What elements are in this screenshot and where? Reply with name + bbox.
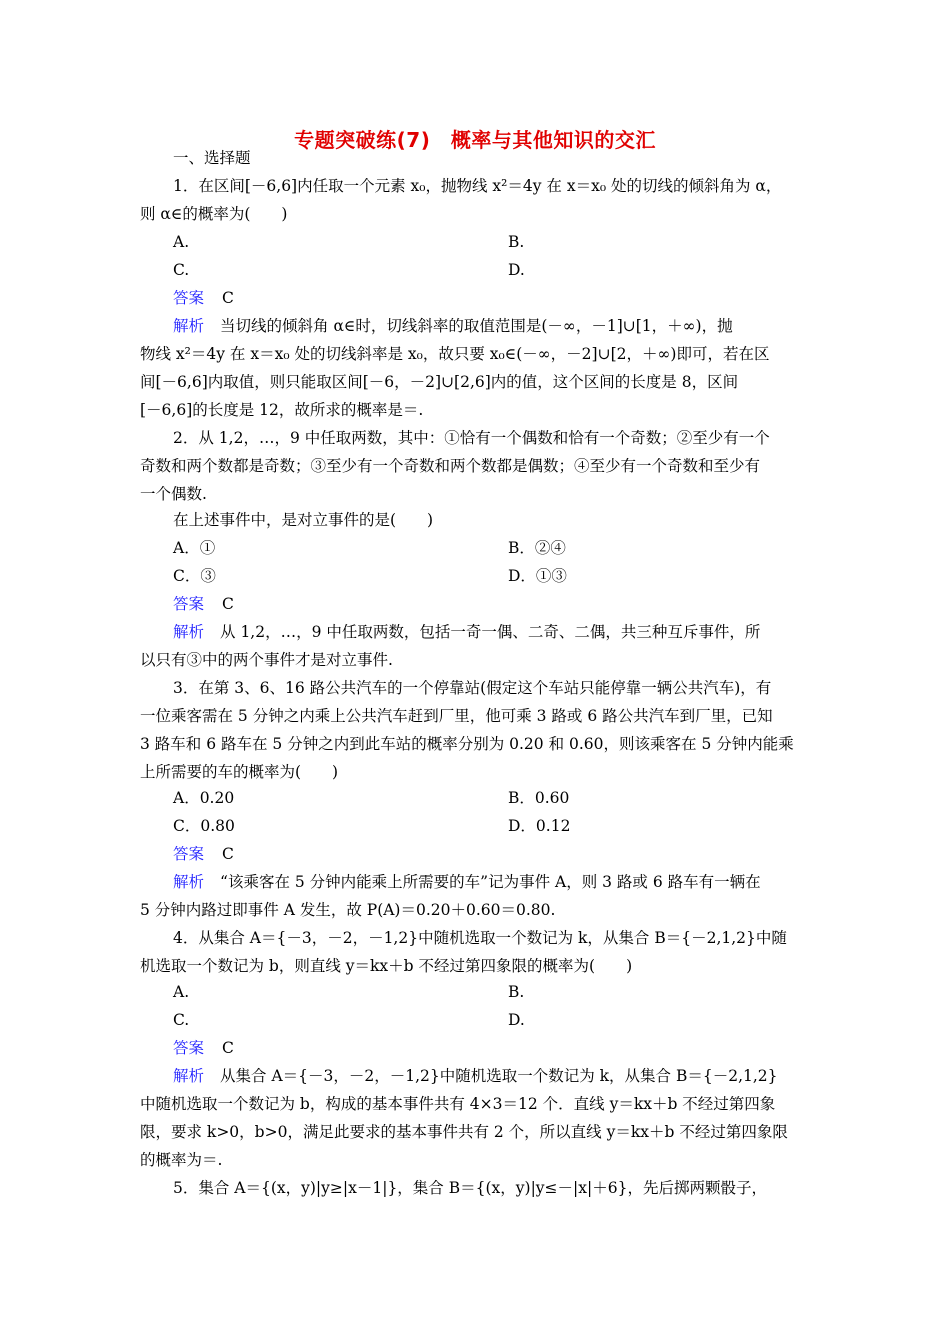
q4-analysis-line-4: 的概率为＝.	[140, 1151, 223, 1169]
answer-label: 答案	[173, 1039, 205, 1057]
q3-option-a: A．0.20	[173, 789, 235, 807]
answer-value: C	[222, 595, 234, 613]
analysis-text: 从集合 A＝{－3，－2，－1,2}中随机选取一个数记为 k，从集合 B＝{－2,1,2}	[220, 1067, 778, 1085]
q3-option-d: D．0.12	[508, 817, 571, 835]
answer-value: C	[222, 289, 234, 307]
q1-stem-line-1: 1．在区间[－6,6]内任取一个元素 x₀，抛物线 x²＝4y 在 x＝x₀ 处的切线的倾斜角为 α，	[173, 177, 782, 195]
q4-analysis-line-2: 中随机选取一个数记为 b，构成的基本事件共有 4×3＝12 个．直线 y＝kx＋b 不经过第四象	[140, 1095, 776, 1113]
q3-stem-line-4: 上所需要的车的概率为( )	[140, 763, 339, 781]
q1-option-b: B.	[508, 233, 525, 251]
q2-answer	[173, 594, 848, 614]
q2-option-a: A．①	[173, 539, 216, 557]
answer-label: 答案	[173, 845, 205, 863]
q3-stem-line-3: 3 路车和 6 路车在 5 分钟之内到此车站的概率分别为 0.20 和 0.60，则该乘客在 5 分钟内能乘	[140, 735, 794, 753]
q2-analysis-line-2: 以只有③中的两个事件才是对立事件.	[140, 651, 393, 669]
q3-analysis-line-2: 5 分钟内路过即事件 A 发生，故 P(A)＝0.20＋0.60＝0.80.	[140, 901, 556, 919]
q4-stem-line-2: 机选取一个数记为 b，则直线 y＝kx＋b 不经过第四象限的概率为( )	[140, 957, 633, 975]
answer-value: C	[222, 1039, 234, 1057]
q4-analysis-line-3: 限，要求 k>0，b>0，满足此要求的基本事件共有 2 个，所以直线 y＝kx＋b 不经过第四象限	[140, 1123, 788, 1141]
answer-label: 答案	[173, 595, 205, 613]
analysis-text: “该乘客在 5 分钟内能乘上所需要的车”记为事件 A，则 3 路或 6 路车有一辆在	[220, 873, 761, 891]
analysis-text: 从 1,2，…，9 中任取两数，包括一奇一偶、二奇、二偶，共三种互斥事件，所	[220, 623, 761, 641]
q2-option-c: C．③	[173, 567, 216, 585]
q1-analysis-line-2: 物线 x²＝4y 在 x＝x₀ 处的切线斜率是 x₀，故只要 x₀∈(－∞，－2]∪[2，＋∞)即可，若在区	[140, 345, 770, 363]
q3-option-c: C．0.80	[173, 817, 235, 835]
q2-stem-line-2: 奇数和两个数都是奇数；③至少有一个奇数和两个数都是偶数；④至少有一个奇数和至少有	[140, 457, 761, 475]
q4-option-d: D.	[508, 1011, 525, 1029]
analysis-text: 当切线的倾斜角 α∈时，切线斜率的取值范围是(－∞，－1]∪[1，＋∞)，抛	[220, 317, 733, 335]
q2-option-b: B．②④	[508, 539, 566, 557]
analysis-label: 解析	[173, 873, 205, 891]
q2-stem-line-3: 一个偶数.	[140, 485, 207, 503]
analysis-label: 解析	[173, 317, 205, 335]
page-title: 专题突破练(7) 概率与其他知识的交汇	[294, 128, 656, 152]
analysis-label: 解析	[173, 623, 205, 641]
answer-value: C	[222, 845, 234, 863]
q4-option-b: B.	[508, 983, 525, 1001]
section-heading: 一、选择题	[173, 149, 251, 167]
q2-stem-line-1: 2．从 1,2，…，9 中任取两数，其中：①恰有一个偶数和恰有一个奇数；②至少有一个	[173, 429, 770, 447]
q1-analysis-line-1	[173, 316, 848, 336]
answer-label: 答案	[173, 289, 205, 307]
q2-option-d: D．①③	[508, 567, 567, 585]
q3-analysis-line-1	[173, 872, 848, 892]
q1-answer	[173, 288, 848, 308]
q1-option-d: D.	[508, 261, 525, 279]
analysis-label: 解析	[173, 1067, 205, 1085]
q2-stem-line-4: 在上述事件中，是对立事件的是( )	[173, 511, 434, 529]
q5-stem-line-1: 5．集合 A＝{(x，y)|y≥|x－1|}，集合 B＝{(x，y)|y≤－|x|＋6}，先后掷两颗骰子，	[173, 1179, 767, 1197]
q4-answer	[173, 1038, 848, 1058]
q3-answer	[173, 844, 848, 864]
q3-stem-line-2: 一位乘客需在 5 分钟之内乘上公共汽车赶到厂里，他可乘 3 路或 6 路公共汽车到厂里，已知	[140, 707, 773, 725]
q4-option-a: A.	[173, 983, 190, 1001]
q1-option-a: A.	[173, 233, 190, 251]
q3-option-b: B．0.60	[508, 789, 570, 807]
q1-analysis-line-3: 间[－6,6]内取值，则只能取区间[－6，－2]∪[2,6]内的值，这个区间的长度是 8，区间	[140, 373, 739, 391]
q2-analysis-line-1	[173, 622, 848, 642]
q4-option-c: C.	[173, 1011, 190, 1029]
q1-option-c: C.	[173, 261, 190, 279]
q4-analysis-line-1	[173, 1066, 848, 1086]
q4-stem-line-1: 4．从集合 A＝{－3，－2，－1,2}中随机选取一个数记为 k，从集合 B＝{－2,1,2}中随	[173, 929, 787, 947]
q1-analysis-line-4: [－6,6]的长度是 12，故所求的概率是＝.	[140, 401, 424, 419]
q3-stem-line-1: 3．在第 3、6、16 路公共汽车的一个停靠站(假定这个车站只能停靠一辆公共汽车)，有	[173, 679, 772, 697]
q1-stem-line-2: 则 α∈的概率为( )	[140, 205, 288, 223]
